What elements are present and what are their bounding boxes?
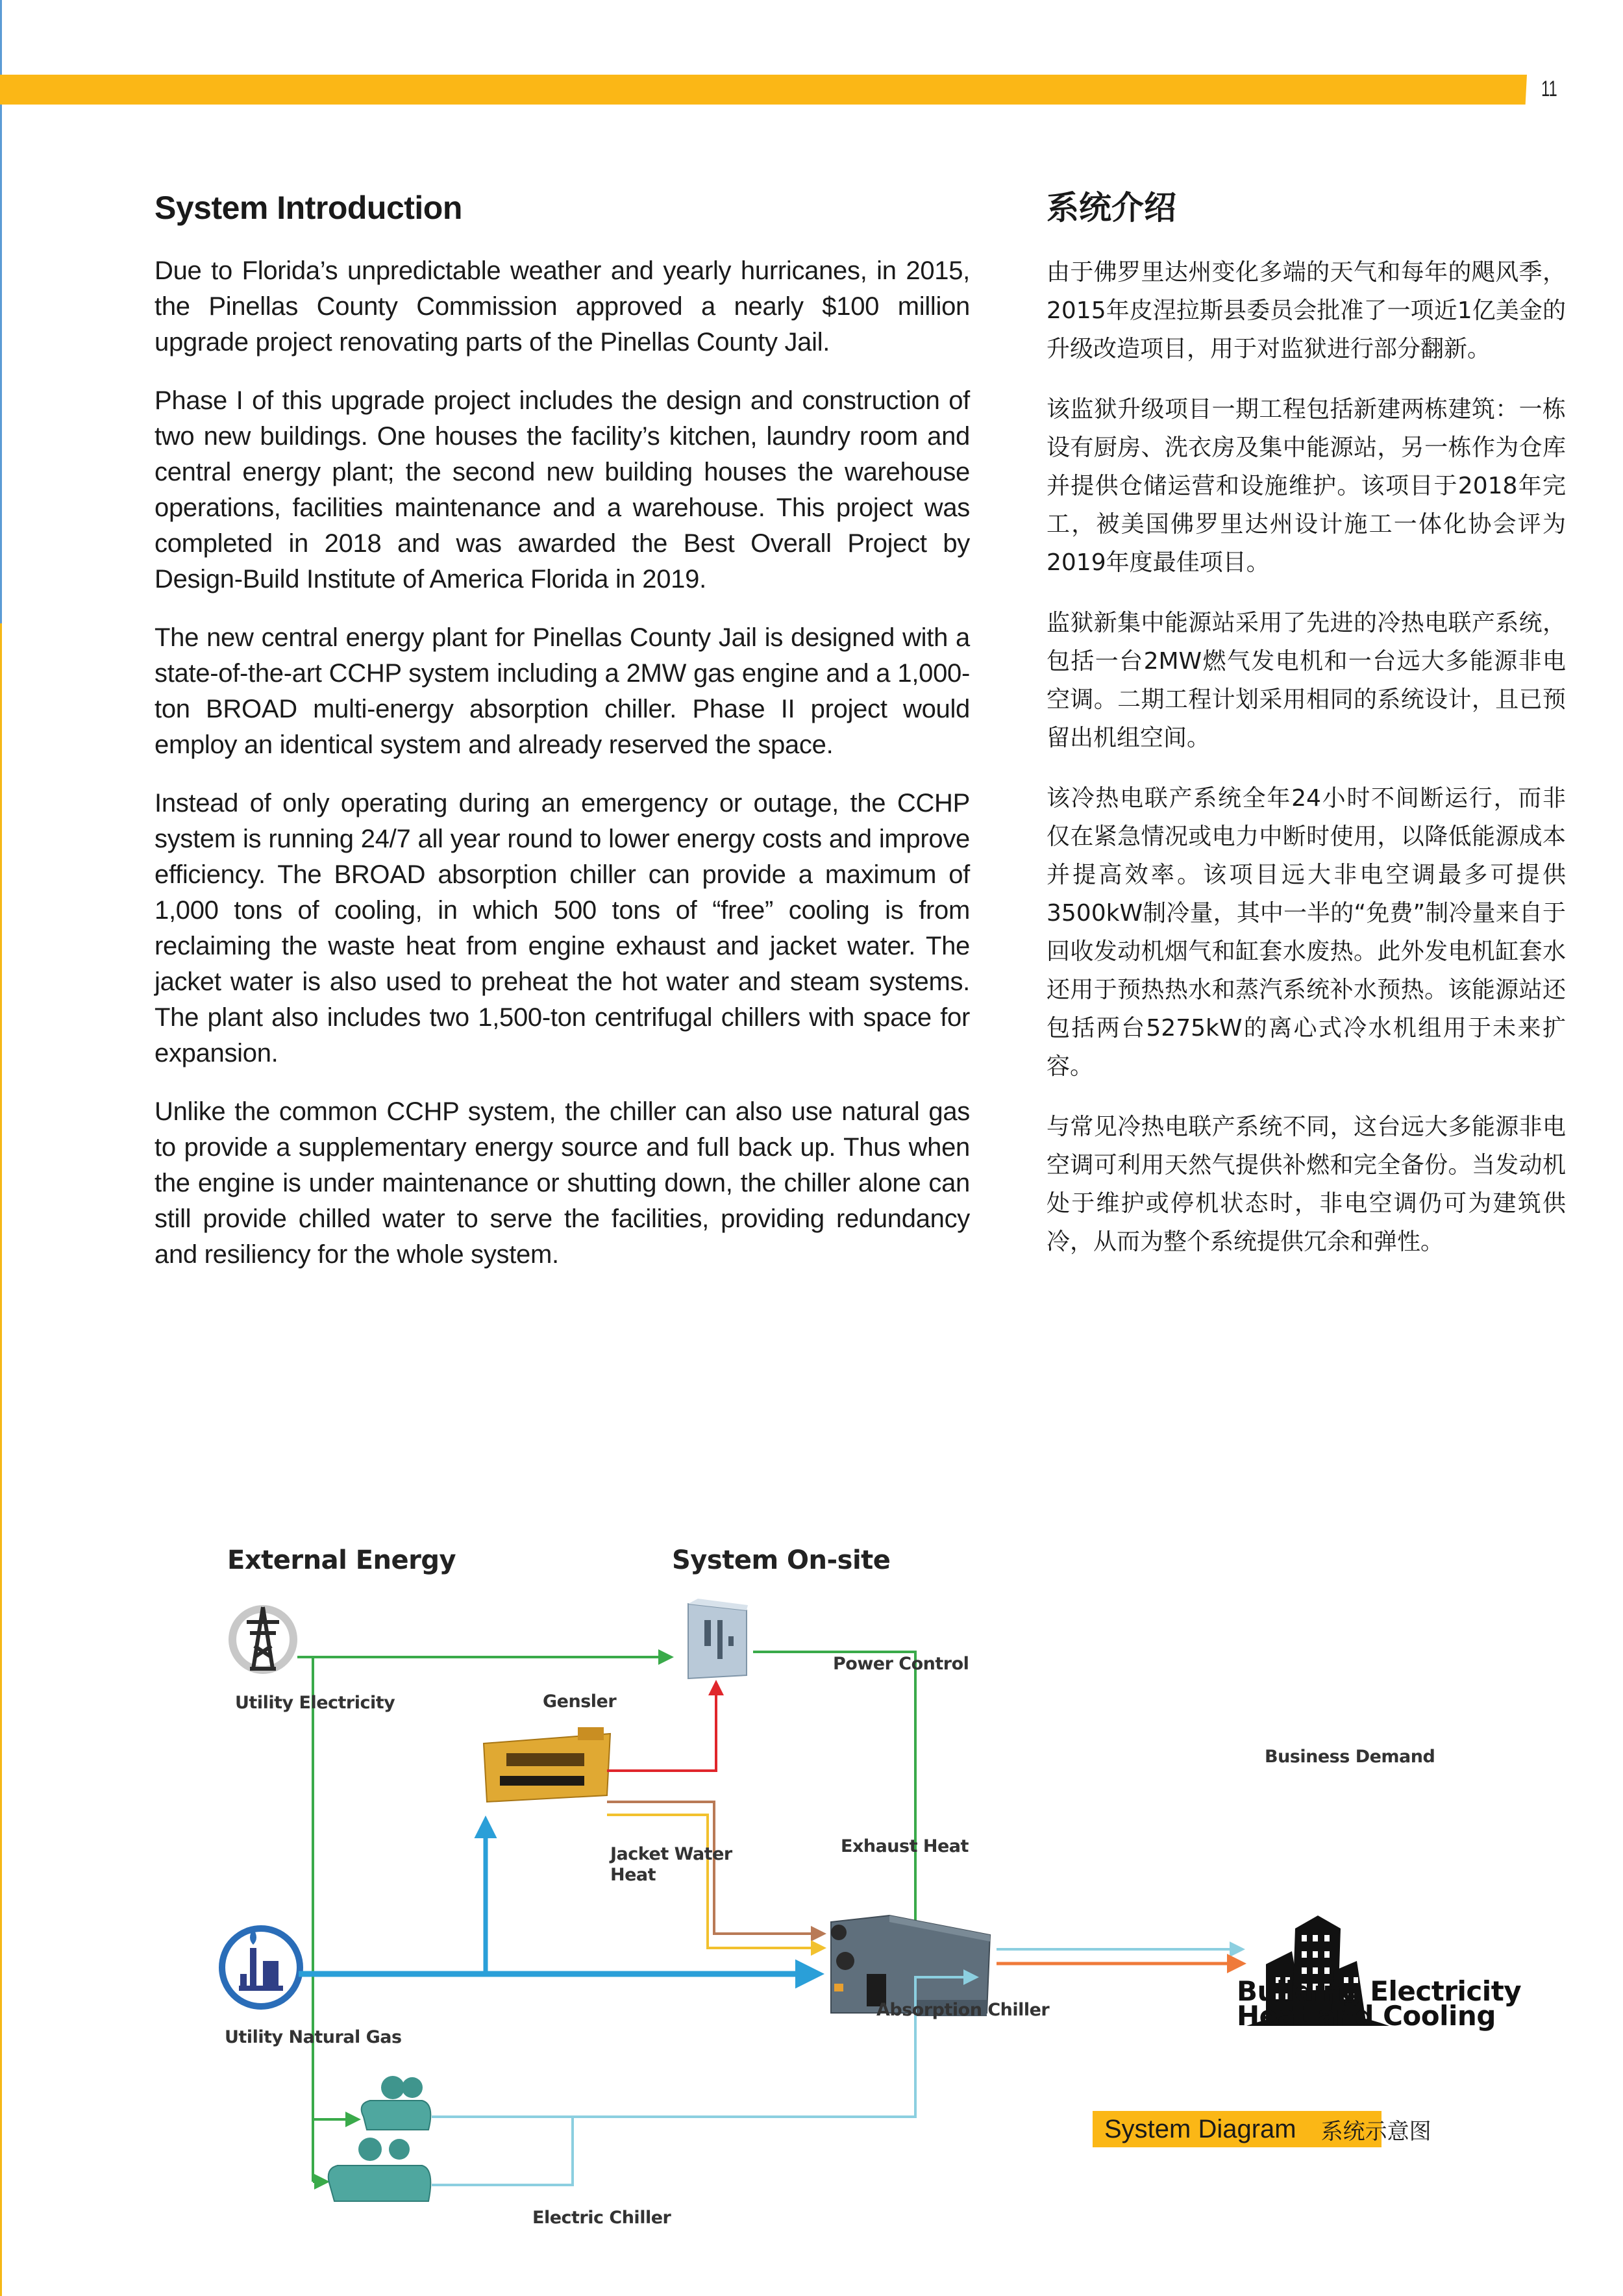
english-paragraph: Due to Florida’s unpredictable weather and yearly hurricanes, in 2015, the Pinellas County Commission approved a nearly $100 million upgrade project renovating parts of the Pinellas County Jail. xyxy=(155,256,970,356)
caption-chinese: 系统示意图 xyxy=(1320,2118,1431,2145)
natural-gas-plant-icon xyxy=(222,1928,300,2006)
chinese-section-title: 系统介绍 xyxy=(1047,189,1176,227)
transmission-tower-icon xyxy=(232,1607,293,1670)
header-bar xyxy=(0,75,1527,105)
jacket-water-label-line2: Heat xyxy=(610,1865,656,1885)
gas-engine-generator-icon xyxy=(484,1727,610,1802)
building-label-line1: Building Electricity xyxy=(1237,1975,1522,2007)
system-diagram xyxy=(214,1545,1552,2260)
chinese-column xyxy=(1047,188,1566,1283)
chinese-paragraph: 该监狱升级项目一期工程包括新建两栋建筑：一栋设有厨房、洗衣房及集中能源站，另一栋作为仓库并提供仓储运营和设施维护。该项目于2018年完工，被美国佛罗里达州设计施工一体化协会评为2019年度最佳项目。 xyxy=(1047,396,1566,576)
generator-power-line xyxy=(607,1685,716,1771)
diagram-caption xyxy=(1093,2111,1431,2147)
power-control-cabinet-icon xyxy=(688,1599,748,1678)
english-column xyxy=(155,188,970,1295)
utility-electricity-label: Utility Electricity xyxy=(235,1693,395,1713)
electric-chiller-2-line xyxy=(432,2117,573,2185)
utility-natural-gas-label: Utility Natural Gas xyxy=(225,2027,402,2047)
external-energy-heading: External Energy xyxy=(227,1545,456,1575)
absorption-chiller-label: Absorption Chiller xyxy=(876,2000,1050,2020)
exhaust-heat-label: Exhaust Heat xyxy=(841,1836,969,1856)
electric-chiller-icon-1 xyxy=(362,2076,431,2130)
english-section-title: System Introduction xyxy=(155,190,462,226)
business-demand-label: Business Demand xyxy=(1265,1747,1435,1767)
chinese-paragraph: 与常见冷热电联产系统不同，这台远大多能源非电空调可利用天然气提供补燃和完全备份。当发动机处于维护或停机状态时，非电空调仍可为建筑供冷，从而为整个系统提供冗余和弹性。 xyxy=(1047,1114,1566,1255)
chinese-paragraph: 监狱新集中能源站采用了先进的冷热电联产系统，包括一台2MW燃气发电机和一台远大多能源非电空调。二期工程计划采用相同的系统设计，且已预留出机组空间。 xyxy=(1047,610,1566,751)
diagram-canvas xyxy=(214,1545,1552,2260)
gensler-label: Gensler xyxy=(543,1691,617,1712)
english-paragraph: Instead of only operating during an emergency or outage, the CCHP system is running 24/7 all year round to lower energy costs and improve efficiency. The BROAD absorption chiller can provide a maximum of 1,000 tons of cooling, in which 500 tons of “free” cooling is from reclaiming the waste heat from engine exhaust and jacket water. The jacket water is also used to preheat the hot water and steam systems. The plant also includes two 1,500-ton centrifugal chillers with space for expansion. xyxy=(155,789,970,1067)
electric-chiller-icon-2 xyxy=(328,2138,431,2201)
english-paragraph: The new central energy plant for Pinellas County Jail is designed with a state-of-the-art CCHP system including a 2MW gas engine and a 1,000-ton BROAD multi-energy absorption chiller. Phase II project would employ an identical system and already reserved the space. xyxy=(155,623,970,759)
english-paragraph: Phase I of this upgrade project includes the design and construction of two new buildings. One houses the facility’s kitchen, laundry room and central energy plant; the second new building houses the warehouse operations, facilities maintenance and a warehouse. This project was completed in 2018 and was awarded the Best Overall Project by Design-Build Institute of America Florida in 2019. xyxy=(155,386,970,593)
power-control-label: Power Control xyxy=(833,1654,969,1674)
building-label-line2: Heat and Cooling xyxy=(1237,2000,1496,2032)
page-number: 11 xyxy=(1541,77,1557,101)
caption-english: System Diagram xyxy=(1104,2114,1296,2143)
english-paragraph: Unlike the common CCHP system, the chiller can also use natural gas to provide a supplementary energy source and full back up. Thus when the engine is under maintenance or shutting down, the chiller alone can still provide chilled water to serve the facilities, providing redundancy and resiliency for the whole system. xyxy=(155,1097,970,1269)
chinese-paragraph: 由于佛罗里达州变化多端的天气和每年的飓风季，2015年皮涅拉斯县委员会批准了一项近1亿美金的升级改造项目，用于对监狱进行部分翻新。 xyxy=(1047,259,1566,362)
chinese-paragraph: 该冷热电联产系统全年24小时不间断运行，而非仅在紧急情况或电力中断时使用，以降低能源成本并提高效率。该项目远大非电空调最多可提供3500kW制冷量，其中一半的“免费”制冷量来自于回收发动机烟气和缸套水废热。此外发电机缸套水还用于预热热水和蒸汽系统补水预热。该能源站还包括两台5275kW的离心式冷水机组用于未来扩容。 xyxy=(1047,785,1566,1080)
electric-chiller-label: Electric Chiller xyxy=(532,2208,671,2228)
system-onsite-heading: System On-site xyxy=(672,1545,891,1575)
jacket-water-label-line1: Jacket Water xyxy=(610,1844,732,1864)
